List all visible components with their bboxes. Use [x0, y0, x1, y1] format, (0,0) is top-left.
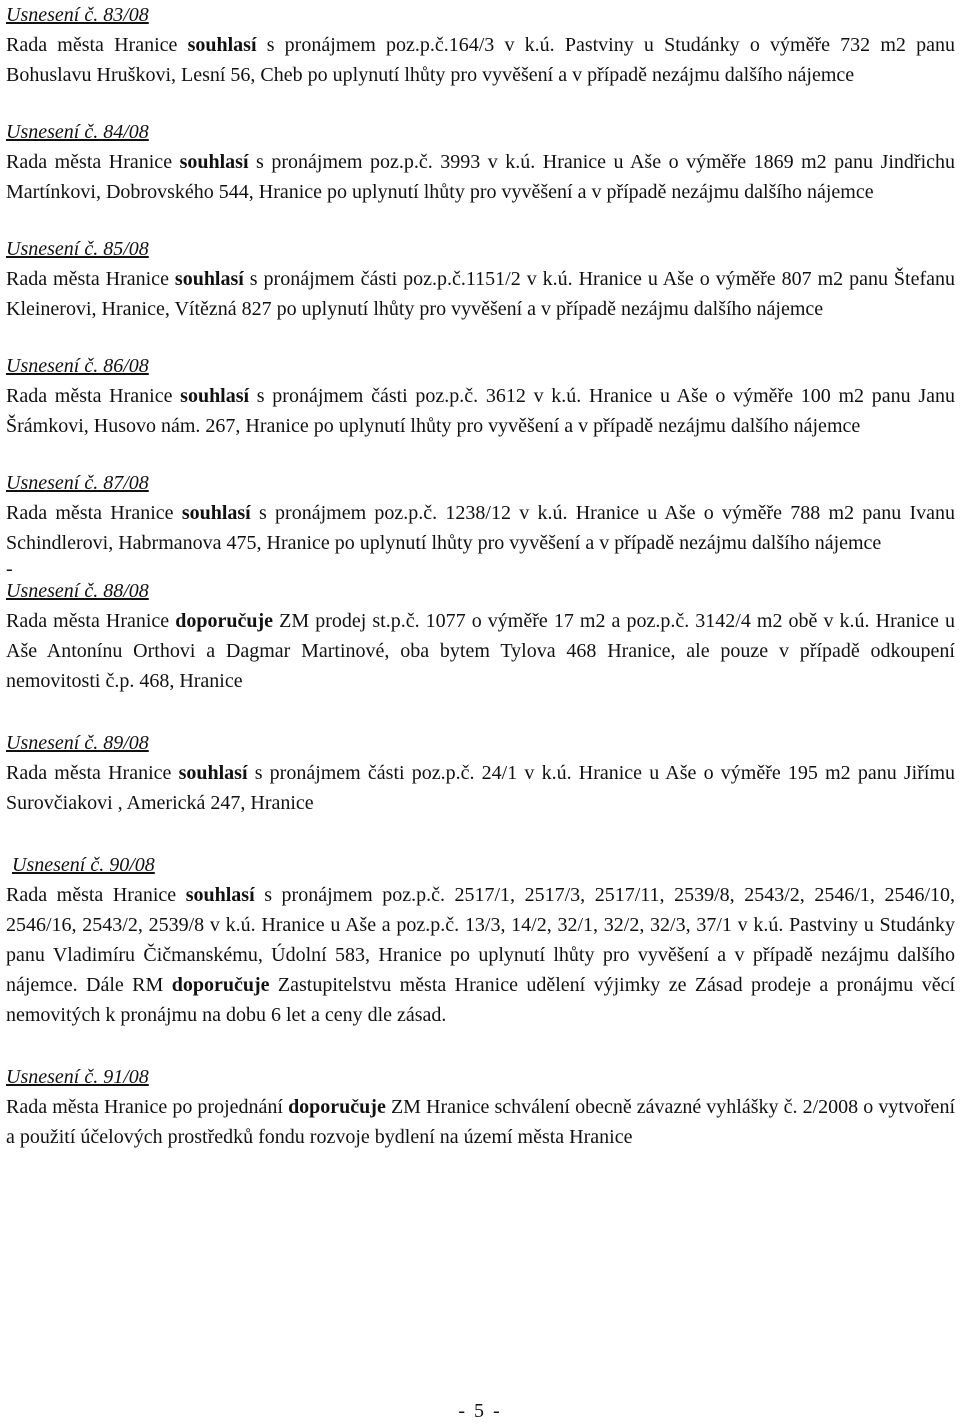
resolution-text: Rada města Hranice souhlasí s pronájmem části poz.p.č. 24/1 v k.ú. Hranice u Aše o výměře 195 m2 panu Jiřímu Surovčiakovi , Americká 247, Hranice — [6, 762, 955, 814]
resolution-88 — [6, 576, 955, 696]
resolution-verb: souhlasí — [179, 151, 249, 173]
resolution-heading: Usnesení č. 86/08 — [6, 355, 149, 377]
resolution-verb: souhlasí — [180, 385, 250, 407]
resolution-83 — [6, 0, 955, 90]
resolution-heading: Usnesení č. 85/08 — [6, 238, 149, 260]
resolution-text: Rada města Hranice souhlasí s pronájmem poz.p.č. 3993 v k.ú. Hranice u Aše o výměře 1869 m2 panu Jindřichu Martínkovi, Dobrovského 544, Hranice po uplynutí lhůty pro vyvěšení a v případě nezájmu dalšího nájemce — [6, 151, 956, 203]
resolution-84 — [6, 117, 955, 207]
resolution-verb: souhlasí — [178, 762, 248, 784]
resolution-text: Rada města Hranice souhlasí s pronájmem části poz.p.č.1151/2 v k.ú. Hranice u Aše o výměře 807 m2 panu Štefanu Kleinerovi, Hranice, Vítězná 827 po uplynutí lhůty pro vyvěšení a v případě nezájmu dalšího nájemce — [6, 268, 956, 320]
resolution-heading: Usnesení č. 88/08 — [6, 580, 149, 602]
resolution-heading: Usnesení č. 89/08 — [6, 732, 149, 754]
document-page — [6, 0, 955, 1152]
resolution-verb: souhlasí — [187, 34, 257, 56]
resolution-verb: souhlasí — [174, 268, 244, 290]
resolution-90 — [6, 850, 955, 1030]
resolution-heading: Usnesení č. 83/08 — [6, 4, 149, 26]
resolution-heading: Usnesení č. 91/08 — [6, 1066, 149, 1088]
resolution-89 — [6, 728, 955, 818]
resolution-text: Rada města Hranice souhlasí s pronájmem části poz.p.č. 3612 v k.ú. Hranice u Aše o výměře 100 m2 panu Janu Šrámkovi, Husovo nám. 267, Hranice po uplynutí lhůty pro vyvěšení a v případě nezájmu dalšího nájemce — [6, 385, 955, 437]
resolution-verb: doporučuje — [288, 1096, 386, 1118]
resolution-heading: Usnesení č. 90/08 — [12, 854, 155, 876]
resolution-86 — [6, 351, 955, 441]
resolution-87 — [6, 468, 955, 558]
separator-dash: - — [6, 558, 13, 580]
resolution-text: Rada města Hranice souhlasí s pronájmem poz.p.č. 1238/12 v k.ú. Hranice u Aše o výměře 788 m2 panu Ivanu Schindlerovi, Habrmanova 475, Hranice po uplynutí lhůty pro vyvěšení a v případě nezájmu dalšího nájemce — [6, 502, 955, 554]
resolution-text: Rada města Hranice souhlasí s pronájmem poz.p.č. 2517/1, 2517/3, 2517/11, 2539/8, 2543/2, 2546/1, 2546/10, 2546/16, 2543/2, 2539/8 v k.ú. Hranice u Aše a poz.p.č. 13/3, 14/2, 32/1, 32/2, 32/3, 37/1 v k.ú. Pastviny u Studánky panu Vladimíru Čičmanskému, Údolní 583, Hranice po uplynutí lhůty pro vyvěšení a v případě nezájmu dalšího nájemce. Dále RM doporučuje Zastupitelstvu města Hranice udělení výjimky ze Zásad prodeje a pronájmu věcí nemovitých k pronájmu na dobu 6 let a ceny dle zásad. — [6, 884, 955, 1026]
resolution-verb: souhlasí — [185, 884, 255, 906]
resolution-verb: souhlasí — [181, 502, 251, 524]
resolution-verb-2: doporučuje — [171, 974, 270, 996]
resolution-91 — [6, 1062, 955, 1152]
resolution-text: Rada města Hranice souhlasí s pronájmem poz.p.č.164/3 v k.ú. Pastviny u Studánky o výměře 732 m2 panu Bohuslavu Hruškovi, Lesní 56, Cheb po uplynutí lhůty pro vyvěšení a v případě nezájmu dalšího nájemce — [6, 34, 955, 86]
resolution-heading: Usnesení č. 87/08 — [6, 472, 149, 494]
resolution-85 — [6, 234, 955, 324]
resolution-heading: Usnesení č. 84/08 — [6, 121, 149, 143]
resolution-verb: doporučuje — [175, 610, 274, 632]
page-number: - 5 - — [458, 1400, 502, 1422]
resolution-text: Rada města Hranice po projednání doporučuje ZM Hranice schválení obecně závazné vyhlášky č. 2/2008 o vytvoření a použití účelových prostředků fondu rozvoje bydlení na území města Hranice — [6, 1096, 955, 1148]
resolution-text: Rada města Hranice doporučuje ZM prodej st.p.č. 1077 o výměře 17 m2 a poz.p.č. 3142/4 m2 obě v k.ú. Hranice u Aše Antonínu Orthovi a Dagmar Martinové, oba bytem Tylova 468 Hranice, ale pouze v případě odkoupení nemovitosti č.p. 468, Hranice — [6, 610, 955, 692]
